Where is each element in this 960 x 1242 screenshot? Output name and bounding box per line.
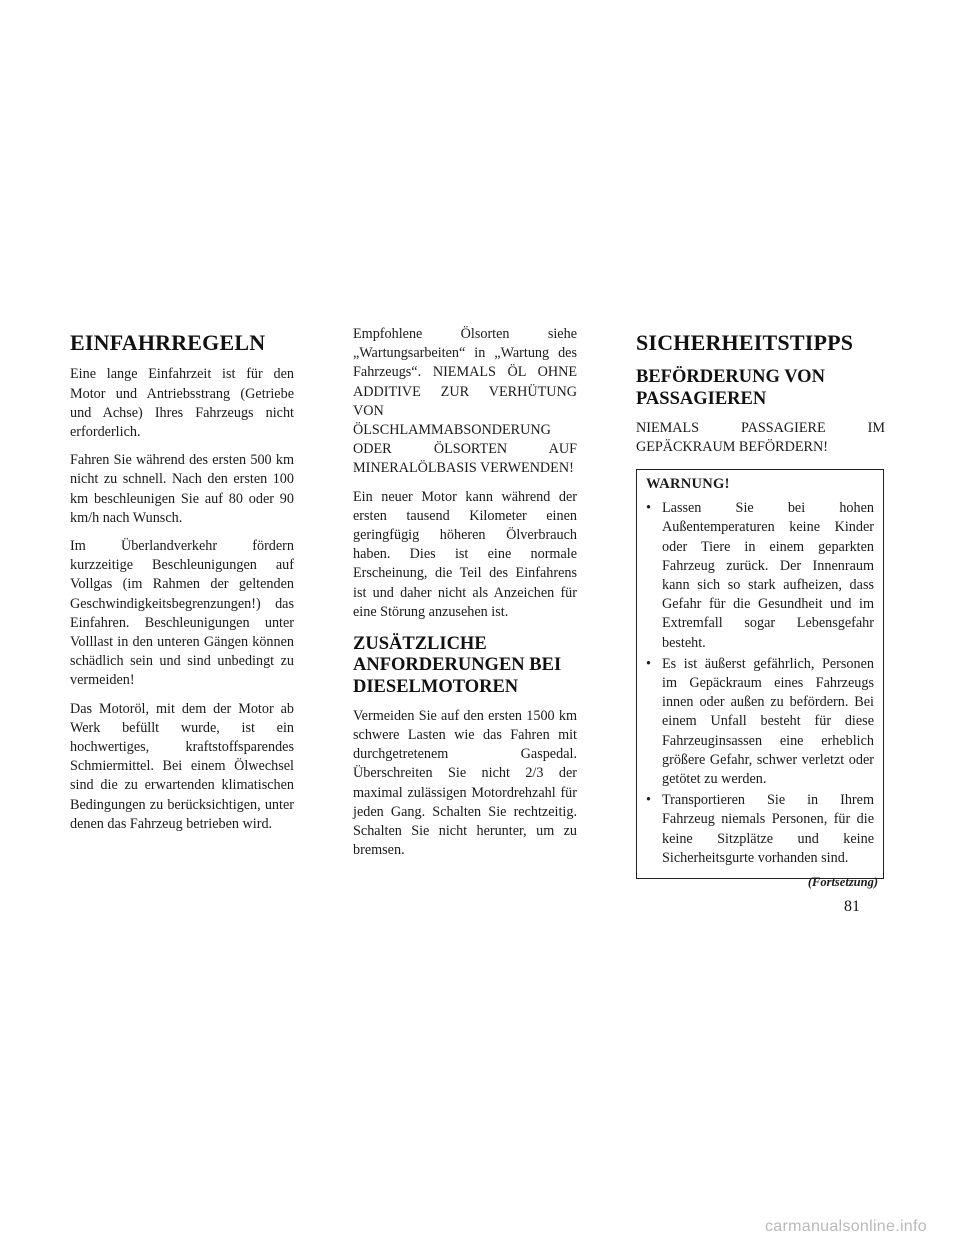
warning-list bbox=[646, 499, 874, 868]
warning-box bbox=[636, 469, 884, 879]
subheading-passagiere: BEFÖRDERUNG VON PASSAGIEREN bbox=[636, 367, 825, 409]
paragraph: Ein neuer Motor kann während der ersten tausend Kilometer einen geringfügig höheren Ölverbrauch haben. Dies ist eine normale Erscheinung, die Teil des Einfahrens ist und daher nicht als Anzeichen für eine Störung anzusehen ist. bbox=[353, 488, 577, 620]
heading-sicherheitstipps: SICHERHEITSTIPPS bbox=[636, 330, 854, 355]
list-item bbox=[646, 655, 874, 789]
page-number: 81 bbox=[844, 898, 860, 915]
bullet-icon: • bbox=[646, 500, 651, 517]
list-item-text: Lassen Sie bei hohen Außentemperaturen keine Kinder oder Tiere in einem geparkten Fahrzeug zurück. Der Innenraum kann sich so stark aufheizen, dass Gefahr für die Gesundheit und im Extremfall sogar Lebensgefahr besteht. bbox=[662, 500, 874, 651]
list-item bbox=[646, 499, 874, 653]
paragraph: Fahren Sie während des ersten 500 km nicht zu schnell. Nach den ersten 100 km beschleunigen Sie auf 80 oder 90 km/h nach Wunsch. bbox=[70, 452, 294, 526]
watermark: carmanualsonline.info bbox=[765, 1218, 927, 1235]
paragraph: Eine lange Einfahrzeit ist für den Motor und Antriebsstrang (Getriebe und Achse) Ihres Fahrzeugs nicht erforderlich. bbox=[70, 366, 294, 440]
list-item bbox=[646, 791, 874, 868]
paragraph: Im Überlandverkehr fördern kurzzeitige Beschleunigungen auf Vollgas (im Rahmen der geltenden Geschwindigkeitsbegrenzungen!) das Einfahren. Beschleunigungen unter Volllast in den unteren Gängen können schädlich sein und sind unbedingt zu vermeiden! bbox=[70, 537, 294, 689]
paragraph: NIEMALS PASSAGIERE IM GEPÄCKRAUM BEFÖRDERN! bbox=[636, 419, 885, 456]
heading-einfahrregeln: EINFAHRREGELN bbox=[70, 330, 266, 355]
column-middle bbox=[353, 322, 577, 869]
paragraph: Vermeiden Sie auf den ersten 1500 km schwere Lasten wie das Fahren mit durchgetretenem Gaspedal. Überschreiten Sie nicht 2/3 der maximal zulässigen Motordrehzahl für jeden Gang. Schalten Sie rechtzeitig. Schalten Sie nicht herunter, um zu bremsen. bbox=[353, 707, 577, 859]
list-item-text: Transportieren Sie in Ihrem Fahrzeug niemals Personen, für die keine Sitzplätze und keine Sicherheitsgurte vorhanden sind. bbox=[662, 792, 874, 866]
column-right bbox=[636, 322, 885, 889]
bullet-icon: • bbox=[646, 655, 651, 672]
paragraph: Empfohlene Ölsorten siehe „Wartungsarbeiten“ in „Wartung des Fahrzeugs“. NIEMALS ÖL OHNE ADDITIVE ZUR VERHÜTUNG VON ÖLSCHLAMMABSONDERUNG ODER ÖLSORTEN AUF MINERALÖLBASIS VERWENDEN! bbox=[353, 326, 577, 477]
continued-note: (Fortsetzung) bbox=[807, 875, 878, 889]
heading-dieselmotoren: ZUSÄTZLICHE ANFORDERUNGEN BEI DIESELMOTOREN bbox=[353, 634, 562, 697]
list-item-text: Es ist äußerst gefährlich, Personen im Gepäckraum eines Fahrzeugs innen oder außen zu befördern. Bei einem Unfall besteht für diese Fahrzeuginsassen eine erheblich größere Gefahr, schwer verletzt oder getötet zu werden. bbox=[662, 655, 874, 788]
column-left bbox=[70, 322, 294, 843]
bullet-icon: • bbox=[646, 792, 651, 809]
paragraph: Das Motoröl, mit dem der Motor ab Werk befüllt wurde, ist ein hochwertiges, kraftstoffsparendes Schmiermittel. Bei einem Ölwechsel sind die zu erwartenden klimatischen Bedingungen zu berücksichtigen, unter denen das Fahrzeug betrieben wird. bbox=[70, 700, 294, 832]
warning-title: WARNUNG! bbox=[646, 476, 730, 493]
